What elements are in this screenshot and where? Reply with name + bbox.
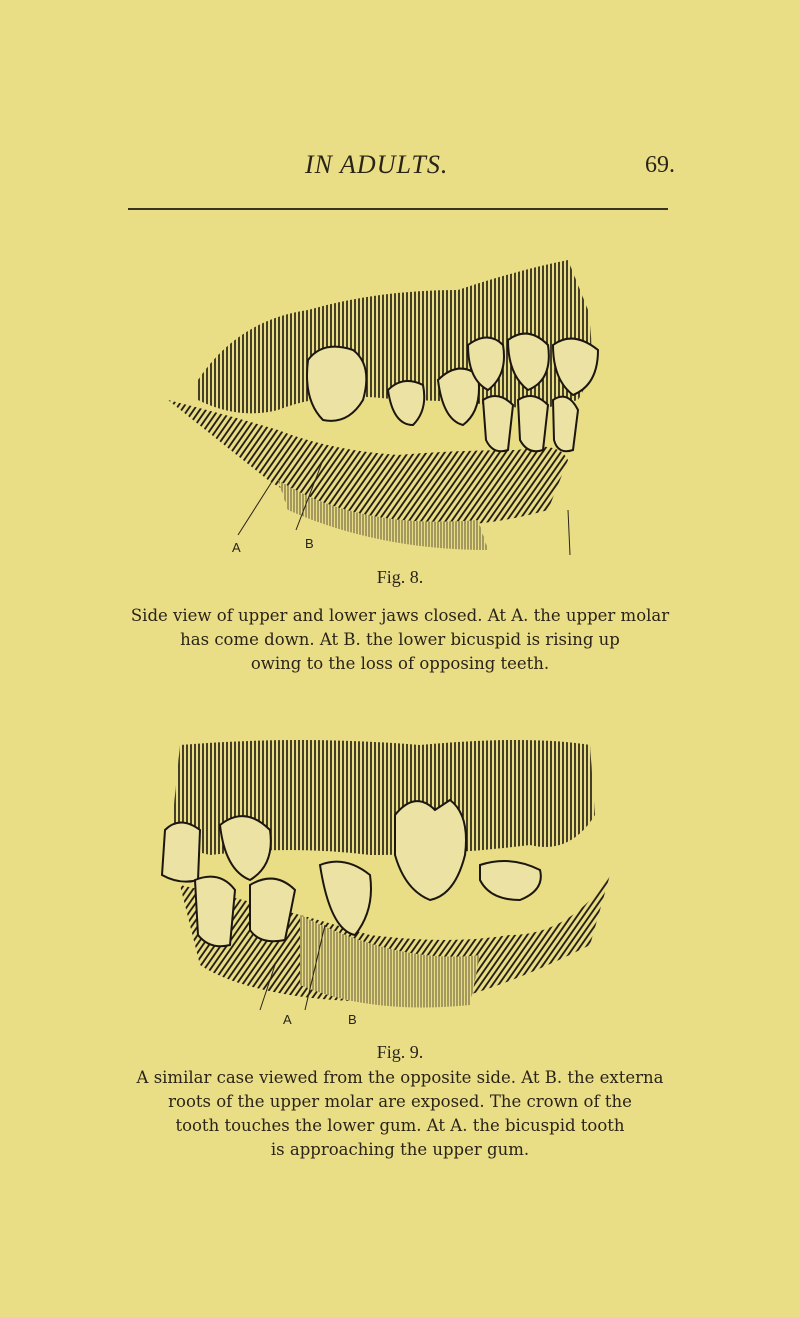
caption-line: has come down. At B. the lower bicuspid is rising up <box>180 630 620 649</box>
running-header: IN ADULTS. <box>305 150 449 179</box>
figure-9-illustration <box>150 705 625 1035</box>
caption-line: tooth touches the lower gum. At A. the bicuspid tooth <box>175 1116 625 1135</box>
caption-line: roots of the upper molar are exposed. The crown of the <box>168 1092 632 1111</box>
figure-8-label: Fig. 8. <box>376 567 424 587</box>
figure-8-marker-a: A <box>232 540 241 555</box>
bicuspid-tooth <box>388 381 424 425</box>
caption-line: owing to the loss of opposing teeth. <box>250 654 550 673</box>
figure-9-marker-b: B <box>348 1012 357 1027</box>
molar-tooth <box>395 800 466 900</box>
figure-9-label: Fig. 9. <box>376 1042 424 1062</box>
page-number: 69. <box>645 152 675 178</box>
caption-line: Side view of upper and lower jaws closed. At A. the upper molar <box>130 606 670 625</box>
caption-line: A similar case viewed from the opposite side. At B. the externa <box>136 1068 664 1087</box>
caption-line: is approaching the upper gum. <box>270 1140 530 1159</box>
figure-9-caption <box>0 1066 800 1162</box>
figure-8-illustration <box>158 250 608 570</box>
figure-8-marker-b: B <box>305 536 314 551</box>
figure-9-marker-a: A <box>283 1012 292 1027</box>
figure-8-caption <box>0 604 800 676</box>
header-rule <box>128 208 668 210</box>
molar-tooth <box>307 347 366 421</box>
